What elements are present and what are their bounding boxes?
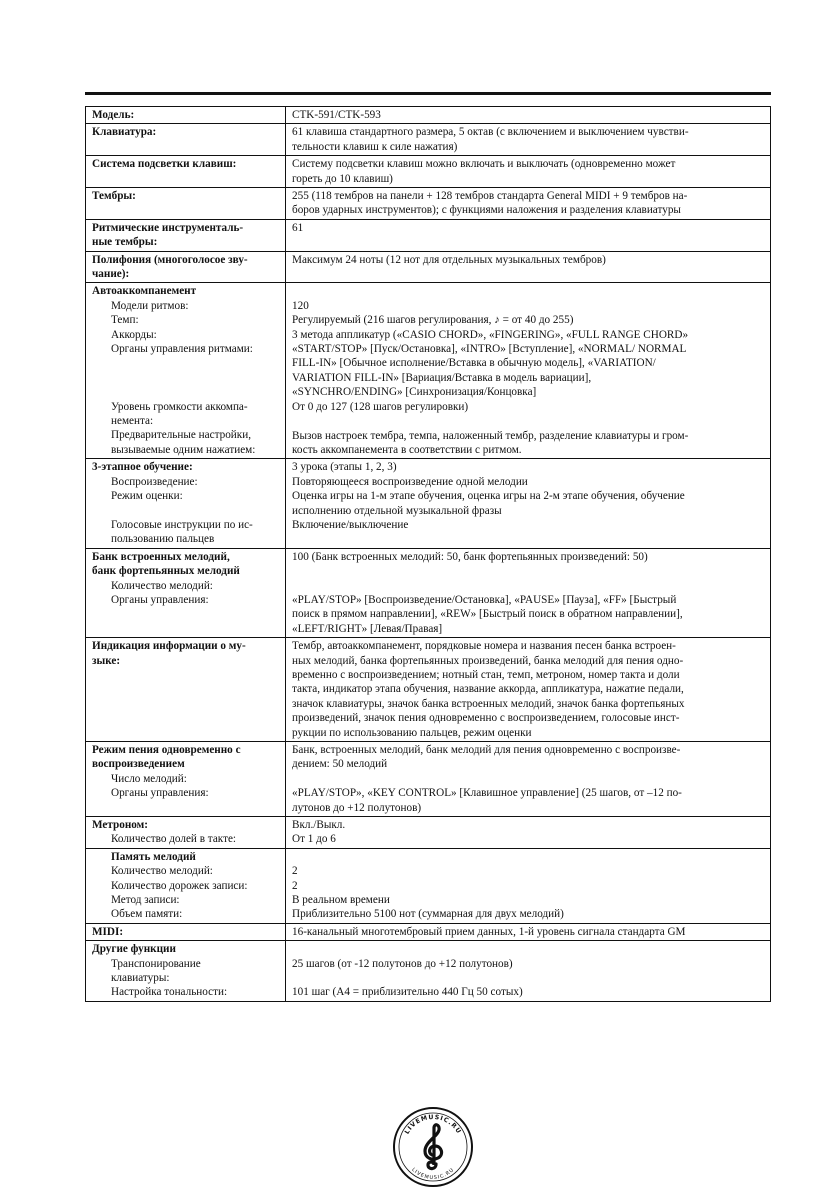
value-cell: 3 урока (этапы 1, 2, 3) Повторяющееся воспроизведение одной мелодии Оценка игры на 1-м этапе обучения, оценка игры на 2-м этапе обучения, обучение исполнению отдельной музыкальной фразы Включение/выключение <box>286 459 771 548</box>
label-cell: Режим пения одновременно с воспроизведением Число мелодий: Органы управления: <box>86 741 286 816</box>
value-cell: Банк, встроенных мелодий, банк мелодий для пения одновременно с воспроизве- дением: 50 мелодий «PLAY/STOP», «KEY CONTROL» [Клавишное управление] (25 шагов, от –12 по- лутонов до +12 полутонов) <box>286 741 771 816</box>
table-row <box>86 124 771 156</box>
label-cell: Автоаккомпанемент Модели ритмов: Темп: Аккорды: Органы управления ритмами: Уровень громкости аккомпа- немента: Предварительные настройки, вызываемые одним нажатием: <box>86 283 286 459</box>
value-cell: 255 (118 тембров на панели + 128 тембров стандарта General MIDI + 9 тембров на- боров ударных инструментов); с функциями наложения и разделения клавиатуры <box>286 188 771 220</box>
table-row <box>86 923 771 940</box>
value-cell: Максимум 24 ноты (12 нот для отдельных музыкальных тембров) <box>286 251 771 283</box>
label-cell: 3-этапное обучение: Воспроизведение: Режим оценки: Голосовые инструкции по ис- пользованию пальцев <box>86 459 286 548</box>
value-cell: 100 (Банк встроенных мелодий: 50, банк фортепьянных произведений: 50) «PLAY/STOP» [Воспроизведение/Остановка], «PAUSE» [Пауза], «FF» [Быстрый поиск в прямом направлении], «REW» [Быстрый поиск в обратном направлении], «LEFT/RIGHT» [Левая/Правая] <box>286 548 771 637</box>
label-cell: Ритмические инструменталь- ные тембры: <box>86 219 286 251</box>
table-row <box>86 741 771 816</box>
table-row <box>86 251 771 283</box>
table-row <box>86 107 771 124</box>
label-cell: Индикация информации о му- зыке: <box>86 638 286 742</box>
label-cell: Модель: <box>86 107 286 124</box>
table-row <box>86 548 771 637</box>
table-row <box>86 638 771 742</box>
label-cell: Клавиатура: <box>86 124 286 156</box>
table-row <box>86 941 771 1002</box>
value-cell: Систему подсветки клавиш можно включать и выключать (одновременно может гореть до 10 клавиш) <box>286 156 771 188</box>
specifications-table <box>85 106 771 1002</box>
livemusic-logo <box>392 1106 474 1188</box>
value-cell: 61 <box>286 219 771 251</box>
value-cell: 120 Регулируемый (216 шагов регулирования, ♪ = от 40 до 255) 3 метода аппликатур («CASIO CHORD», «FINGERING», «FULL RANGE CHORD» «START/STOP» [Пуск/Остановка], «INTRO» [Вступление], «NORMAL/ NORMAL FILL-IN» [Обычное исполнение/Вставка в обычную модель], «VARIATION/ VARIATION FILL-IN» [Вариация/Вставка в модель вариации], «SYNCHRO/ENDING» [Синхронизация/Концовка] От 0 до 127 (128 шагов регулировки) Вызов настроек тембра, темпа, наложенный тембр, разделение клавиатуры и гром- кость аккомпанемента в соответствии с ритмом. <box>286 283 771 459</box>
label-cell: MIDI: <box>86 923 286 940</box>
table-row <box>86 817 771 849</box>
table-row <box>86 188 771 220</box>
label-cell: Банк встроенных мелодий, банк фортепьянных мелодий Количество мелодий: Органы управления: <box>86 548 286 637</box>
label-cell: Метроном: Количество долей в такте: <box>86 817 286 849</box>
value-cell: Тембр, автоаккомпанемент, порядковые номера и названия песен банка встроен- ных мелодий, банка фортепьянных произведений, банка мелодий для пения одно- временно с воспроизведением; нотный стан, темп, метроном, номер такта и доли такта, индикатор этапа обучения, название аккорда, аппликатура, нажатие педали, значок клавиатуры, значок банка встроенных мелодий, значок банка фортепьяных произведений, значок пения одновременно с воспроизведением, голосовые инст- рукции по использованию пальцев, режим оценки <box>286 638 771 742</box>
label-cell: Другие функции Транспонирование клавиатуры: Настройка тональности: <box>86 941 286 1002</box>
label-cell: Память мелодий Количество мелодий: Количество дорожек записи: Метод записи: Объем памяти: <box>86 848 286 923</box>
table-row <box>86 283 771 459</box>
value-cell: 16-канальный многотембровый прием данных, 1-й уровень сигнала стандарта GM <box>286 923 771 940</box>
value-cell: 2 2 В реальном времени Приблизительно 5100 нот (суммарная для двух мелодий) <box>286 848 771 923</box>
table-row <box>86 219 771 251</box>
table-row <box>86 459 771 548</box>
label-cell: Полифония (многоголосое зву- чание): <box>86 251 286 283</box>
logo-text-bottom: LIVEMUSIC.RU <box>410 1166 456 1182</box>
label-cell: Система подсветки клавиш: <box>86 156 286 188</box>
top-rule <box>85 92 771 95</box>
label-cell: Тембры: <box>86 188 286 220</box>
value-cell: Вкл./Выкл. От 1 до 6 <box>286 817 771 849</box>
value-cell: 61 клавиша стандартного размера, 5 октав (с включением и выключением чувстви- тельности клавиш к силе нажатия) <box>286 124 771 156</box>
value-cell: CTK-591/CTK-593 <box>286 107 771 124</box>
value-cell: 25 шагов (от -12 полутонов до +12 полутонов) 101 шаг (A4 = приблизительно 440 Гц 50 сотых) <box>286 941 771 1002</box>
table-row <box>86 848 771 923</box>
logo-text-top: LIVEMUSIC.RU <box>403 1113 463 1136</box>
table-row <box>86 156 771 188</box>
